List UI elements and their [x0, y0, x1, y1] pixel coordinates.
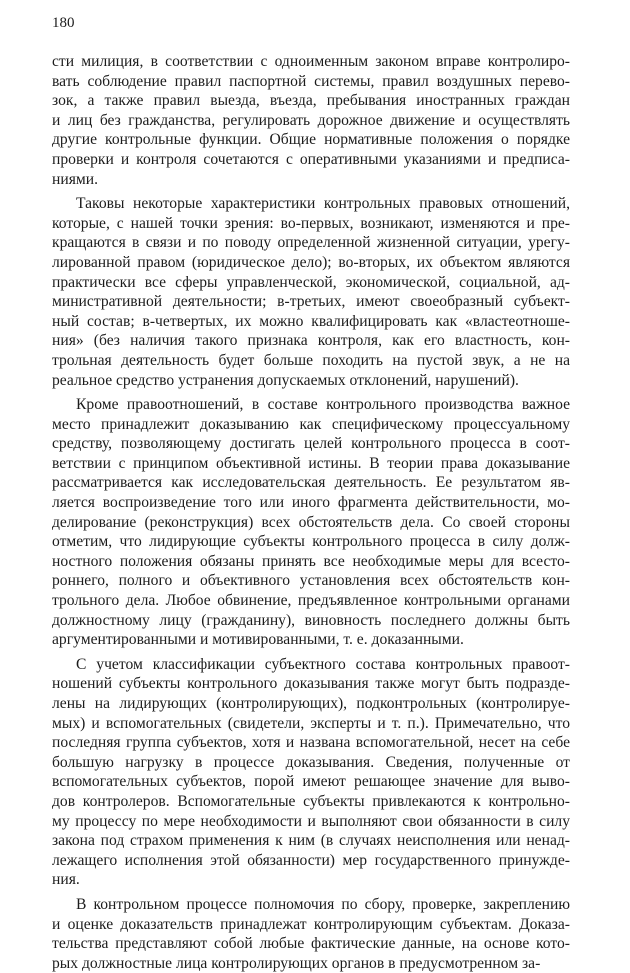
text-line: ношений субъекты контрольного доказывания также могут быть подразде- — [52, 675, 570, 693]
text-line: мых) и вспомогательных (свидетели, эксперты и т. п.). Примечательно, что — [52, 714, 570, 732]
text-line: трольная деятельность будет больше походить на пустой звук, а не на — [52, 351, 570, 369]
text-line: роннего, полного и объективного установления всех обстоятельств кон- — [52, 572, 570, 590]
page-number: 180 — [52, 15, 75, 31]
paragraph — [52, 895, 570, 973]
text-line: которые, с нашей точки зрения: во-первых, возникают, изменяются и пре- — [52, 214, 570, 232]
text-line: последняя группа субъектов, хотя и названа вспомогательной, несет на себе — [52, 734, 570, 752]
text-line: министративной деятельности; в-третьих, имеют своеобразный субъект- — [52, 293, 570, 311]
text-line: Таковы некоторые характеристики контрольных правовых отношений, — [76, 195, 570, 213]
text-line: ляется воспроизведение того или иного фрагмента действительности, мо- — [52, 494, 570, 512]
text-line: рых должностные лица контролирующих органов в предусмотренном за- — [52, 954, 541, 972]
text-line: ветствии с принципом объективной истины. В теории права доказывание — [52, 454, 570, 472]
text-line: отметим, что лидирующие субъекты контрольного процесса в силу долж- — [52, 533, 570, 551]
text-line: другие контрольные функции. Общие нормативные положения о порядке — [52, 131, 570, 149]
text-line: С учетом классификации субъектного состава контрольных правоот- — [76, 655, 570, 673]
text-line: закона под страхом применения к ним (в случаях неисполнения или ненад- — [52, 832, 570, 850]
text-line: ниями. — [52, 170, 98, 188]
text-line: место принадлежит доказыванию как специфическому процессуальному — [52, 415, 570, 433]
text-line: и оценке доказательств принадлежат контролирующим субъектам. Доказа- — [52, 915, 570, 933]
text-line: зок, а также правил выезда, въезда, пребывания иностранных граждан — [52, 92, 570, 110]
text-line: реальное средство устранения допускаемых отклонений, нарушений). — [52, 371, 519, 389]
text-line: кращаются в связи и по поводу определенной жизненной ситуации, урегу- — [52, 234, 570, 252]
text-line: проверки и контроля сочетаются с оперативными указаниями и предписа- — [52, 150, 570, 168]
text-line: практически все сферы управленческой, экономической, социальной, ад- — [52, 273, 570, 291]
text-line: лежащего исполнения этой обязанности) мер государственного принужде- — [52, 851, 570, 869]
text-line: лированной правом (юридическое дело); во-вторых, их объектом являются — [52, 253, 570, 271]
paragraph — [52, 395, 570, 650]
text-line: трольного дела. Любое обвинение, предъявленное контрольными органами — [52, 592, 570, 610]
text-line: тельства представляют собой любые фактические данные, на основе кото- — [52, 935, 570, 953]
text-line: большую нагрузку в процессе доказывания. Сведения, полученные от — [52, 753, 570, 771]
text-line: сти милиция, в соответствии с одноименным законом вправе контролиро- — [52, 53, 570, 70]
text-line: Кроме правоотношений, в составе контрольного производства важное — [76, 396, 570, 414]
text-line: рассматривается как исследовательская деятельность. Ее результатом яв- — [52, 474, 570, 492]
text-line: ностного положения обязаны принять все необходимые меры для всесто- — [52, 552, 570, 570]
text-line: лены на лидирующих (контролирующих), подконтрольных (контролируе- — [52, 695, 570, 712]
paragraph — [52, 52, 570, 189]
text-line: му процессу по мере необходимости и выполняют свои обязанности в силу — [52, 812, 570, 830]
text-line: средству, позволяющему достигать целей контрольного процесса в соот- — [52, 435, 570, 453]
text-line: и лиц без гражданства, регулировать дорожное движение и осуществлять — [52, 111, 570, 129]
paragraph — [52, 194, 570, 390]
text-line: ния. — [52, 871, 80, 889]
text-line: ный состав; в-четвертых, их можно квалифицировать как «властеотноше- — [52, 312, 570, 330]
text-line: вспомогательных субъектов, порой имеют решающее значение для выво- — [52, 773, 570, 791]
paragraph — [52, 655, 570, 890]
text-line: В контрольном процессе полномочия по сбору, проверке, закреплению — [76, 895, 570, 913]
body-text — [52, 52, 570, 973]
text-line: аргументированными и мотивированными, т. е. доказанными. — [52, 631, 464, 649]
text-line: делирование (реконструкция) всех обстоятельств дела. Со своей стороны — [52, 513, 570, 531]
text-line: ния» (без наличия такого признака контроля, как его властность, кон- — [52, 332, 570, 350]
text-line: должностному лицу (гражданину), виновность последнего должны быть — [52, 611, 570, 629]
text-line: вать соблюдение правил паспортной системы, правил воздушных перево- — [52, 72, 570, 90]
text-line: дов контролеров. Вспомогательные субъекты привлекаются к контрольно- — [52, 792, 570, 810]
